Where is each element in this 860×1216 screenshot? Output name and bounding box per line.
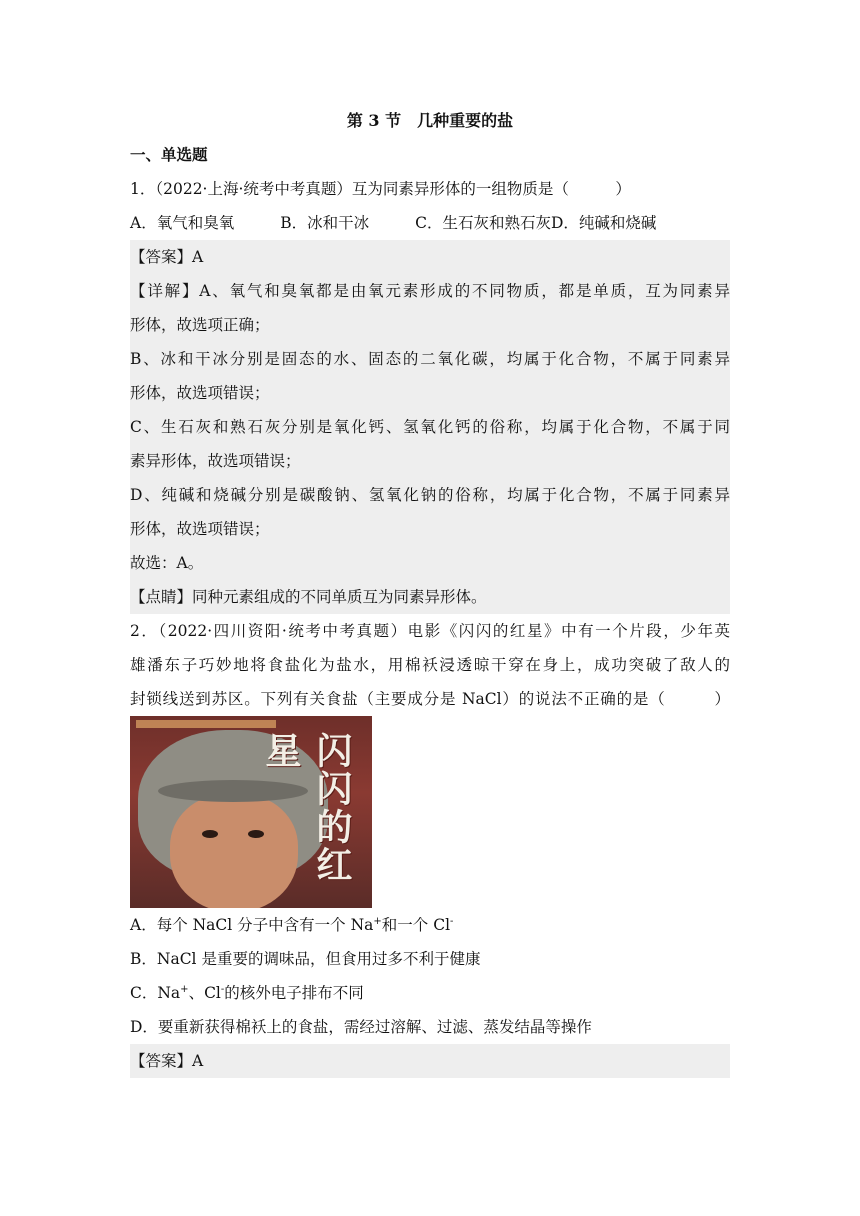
option-d: D．纯碱和烧碱	[550, 214, 657, 232]
document-content	[130, 104, 730, 1078]
detail-line: B、冰和干冰分别是固态的水、固态的二氧化碳，均属于化合物，不属于同素异	[130, 350, 730, 368]
option-c: C．Na+、Cl-的核外电子排布不同	[130, 984, 364, 1002]
stem-line: 雄潘东子巧妙地将食盐化为盐水，用棉袄浸透晾干穿在身上，成功突破了敌人的	[130, 656, 730, 674]
question-2-stem	[130, 614, 730, 716]
detail-line: D、纯碱和烧碱分别是碳酸钠、氢氧化钠的俗称，均属于化合物，不属于同素异	[130, 486, 730, 504]
question-1-solution	[130, 240, 730, 614]
detail-line: 【详解】A、氧气和臭氧都是由氧元素形成的不同物质，都是单质，互为同素异	[130, 282, 730, 300]
option-c: C．生石灰和熟石灰	[415, 214, 551, 232]
detail-line: 故选：A。	[130, 554, 204, 572]
comment: 【点睛】同种元素组成的不同单质互为同素异形体。	[130, 588, 487, 606]
answer: 【答案】A	[130, 1044, 730, 1078]
detail-line: C、生石灰和熟石灰分别是氧化钙、氢氧化钙的俗称，均属于化合物，不属于同	[130, 418, 730, 436]
option-b: B．NaCl 是重要的调味品，但食用过多不利于健康	[130, 950, 481, 968]
detail-line: 形体，故选项错误；	[130, 520, 270, 538]
option-d: D．要重新获得棉袄上的食盐，需经过溶解、过滤、蒸发结晶等操作	[130, 1018, 592, 1036]
detail-line: 形体，故选项正确；	[130, 316, 270, 334]
answer: 【答案】A	[130, 248, 204, 266]
page-title: 第 3 节 几种重要的盐	[346, 111, 514, 130]
section-heading: 一、单选题	[130, 145, 208, 164]
question-1-options	[130, 206, 730, 240]
option-a: A．每个 NaCl 分子中含有一个 Na+和一个 Cl-	[130, 916, 454, 934]
detail-line: 素异形体，故选项错误；	[130, 452, 301, 470]
detail-line: 形体，故选项错误；	[130, 384, 270, 402]
movie-still-image	[130, 716, 372, 908]
option-b: B．冰和干冰	[280, 214, 370, 232]
movie-title-text: 闪闪的红星	[260, 732, 353, 884]
stem-line: 2．（2022·四川资阳·统考中考真题）电影《闪闪的红星》中有一个片段，少年英	[130, 622, 730, 640]
option-a: A．氧气和臭氧	[130, 214, 235, 232]
question-1-stem: 1．（2022·上海·统考中考真题）互为同素异形体的一组物质是（ ）	[130, 180, 631, 198]
stem-line: 封锁线送到苏区。下列有关食盐（主要成分是 NaCl）的说法不正确的是（ ）	[130, 690, 730, 708]
